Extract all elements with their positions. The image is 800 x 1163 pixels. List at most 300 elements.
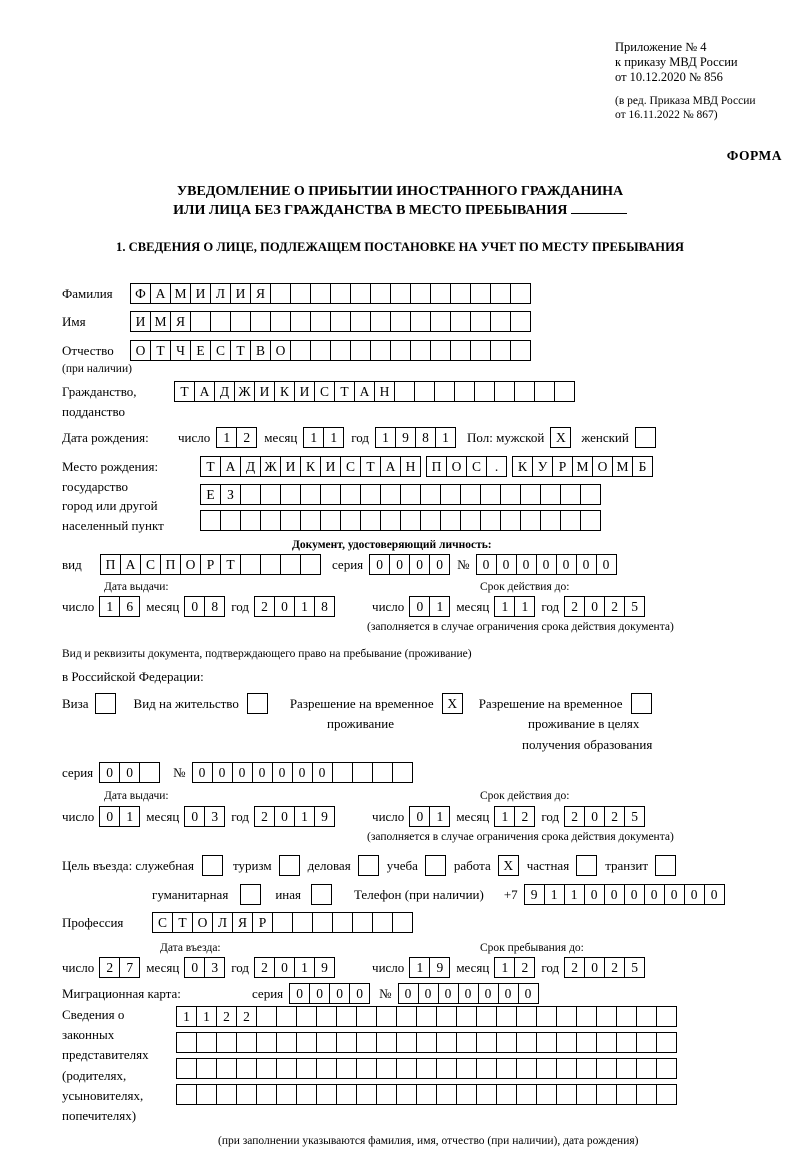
form-cell[interactable] — [196, 1084, 217, 1105]
form-cell[interactable]: Д — [240, 456, 261, 477]
form-cell[interactable]: 0 — [596, 554, 617, 575]
form-cell[interactable] — [296, 1084, 317, 1105]
form-cell[interactable]: 9 — [314, 957, 335, 978]
form-cell[interactable] — [256, 1032, 277, 1053]
form-cell[interactable]: 0 — [584, 596, 605, 617]
doc-issue-year-input[interactable] — [254, 596, 334, 617]
form-cell[interactable]: 0 — [184, 957, 205, 978]
form-cell[interactable]: Т — [360, 456, 381, 477]
form-cell[interactable] — [494, 381, 515, 402]
form-cell[interactable] — [470, 311, 491, 332]
form-cell[interactable] — [460, 484, 481, 505]
birthplace-city-input[interactable] — [200, 484, 600, 505]
migration-number-input[interactable] — [398, 983, 538, 1004]
birthplace-locality-name-input[interactable] — [512, 456, 652, 477]
form-cell[interactable]: 0 — [624, 884, 645, 905]
edu-residence-checkbox[interactable] — [631, 693, 652, 714]
form-cell[interactable] — [270, 283, 291, 304]
form-cell[interactable] — [636, 1006, 657, 1027]
form-cell[interactable] — [276, 1006, 297, 1027]
form-cell[interactable]: И — [230, 283, 251, 304]
form-cell[interactable] — [190, 311, 211, 332]
form-cell[interactable] — [496, 1032, 517, 1053]
form-cell[interactable]: 1 — [544, 884, 565, 905]
form-cell[interactable]: Т — [150, 340, 171, 361]
form-cell[interactable] — [310, 311, 331, 332]
form-cell[interactable]: 2 — [236, 1006, 257, 1027]
form-cell[interactable] — [236, 1032, 257, 1053]
form-cell[interactable]: 1 — [409, 957, 430, 978]
form-cell[interactable] — [420, 510, 441, 531]
form-cell[interactable]: 0 — [556, 554, 577, 575]
form-cell[interactable] — [139, 762, 160, 783]
form-cell[interactable]: О — [446, 456, 467, 477]
form-cell[interactable] — [216, 1032, 237, 1053]
perm-issue-month-input[interactable] — [184, 806, 224, 827]
form-cell[interactable]: 1 — [119, 806, 140, 827]
form-cell[interactable] — [280, 554, 301, 575]
entry-day-input[interactable] — [99, 957, 139, 978]
form-cell[interactable] — [596, 1084, 617, 1105]
form-cell[interactable] — [260, 510, 281, 531]
form-cell[interactable] — [176, 1058, 197, 1079]
form-cell[interactable]: 1 — [435, 427, 456, 448]
form-cell[interactable] — [350, 340, 371, 361]
form-cell[interactable]: К — [274, 381, 295, 402]
doc-issue-month-input[interactable] — [184, 596, 224, 617]
form-cell[interactable]: Е — [200, 484, 221, 505]
form-cell[interactable] — [474, 381, 495, 402]
form-cell[interactable]: 0 — [274, 806, 295, 827]
form-cell[interactable] — [196, 1058, 217, 1079]
form-cell[interactable] — [370, 340, 391, 361]
form-cell[interactable] — [350, 311, 371, 332]
form-cell[interactable] — [240, 554, 261, 575]
form-cell[interactable]: Р — [552, 456, 573, 477]
form-cell[interactable]: Я — [170, 311, 191, 332]
form-cell[interactable] — [496, 1006, 517, 1027]
form-cell[interactable] — [340, 484, 361, 505]
form-cell[interactable]: 0 — [274, 596, 295, 617]
form-cell[interactable]: М — [572, 456, 593, 477]
form-cell[interactable]: 9 — [314, 806, 335, 827]
form-cell[interactable]: 0 — [704, 884, 725, 905]
citizenship-input[interactable] — [174, 381, 574, 402]
form-cell[interactable]: 0 — [272, 762, 293, 783]
form-cell[interactable] — [490, 283, 511, 304]
form-cell[interactable] — [340, 510, 361, 531]
form-cell[interactable]: 0 — [498, 983, 519, 1004]
form-cell[interactable] — [276, 1058, 297, 1079]
form-cell[interactable]: 0 — [289, 983, 310, 1004]
form-cell[interactable] — [616, 1058, 637, 1079]
form-cell[interactable] — [470, 340, 491, 361]
form-cell[interactable] — [510, 340, 531, 361]
form-cell[interactable]: А — [220, 456, 241, 477]
form-cell[interactable] — [250, 311, 271, 332]
form-cell[interactable] — [396, 1006, 417, 1027]
form-cell[interactable] — [240, 484, 261, 505]
form-cell[interactable]: 1 — [494, 806, 515, 827]
form-cell[interactable]: Т — [220, 554, 241, 575]
form-cell[interactable]: К — [300, 456, 321, 477]
form-cell[interactable] — [290, 311, 311, 332]
form-cell[interactable] — [336, 1032, 357, 1053]
form-cell[interactable]: О — [192, 912, 213, 933]
form-cell[interactable] — [476, 1058, 497, 1079]
form-cell[interactable]: 0 — [292, 762, 313, 783]
form-cell[interactable]: 0 — [369, 554, 390, 575]
form-cell[interactable]: С — [340, 456, 361, 477]
form-cell[interactable] — [450, 311, 471, 332]
purpose-service-checkbox[interactable] — [202, 855, 223, 876]
form-cell[interactable] — [456, 1032, 477, 1053]
form-cell[interactable] — [440, 484, 461, 505]
form-cell[interactable] — [270, 311, 291, 332]
form-cell[interactable] — [396, 1058, 417, 1079]
form-cell[interactable] — [356, 1006, 377, 1027]
form-cell[interactable] — [536, 1006, 557, 1027]
form-cell[interactable] — [460, 510, 481, 531]
form-cell[interactable] — [296, 1058, 317, 1079]
form-cell[interactable]: С — [314, 381, 335, 402]
form-cell[interactable] — [556, 1058, 577, 1079]
form-cell[interactable]: Р — [200, 554, 221, 575]
form-cell[interactable]: Б — [632, 456, 653, 477]
form-cell[interactable] — [316, 1006, 337, 1027]
surname-input[interactable] — [130, 283, 530, 304]
birth-year-input[interactable] — [375, 427, 455, 448]
form-cell[interactable]: . — [486, 456, 507, 477]
form-cell[interactable]: Ф — [130, 283, 151, 304]
form-cell[interactable] — [416, 1032, 437, 1053]
form-cell[interactable]: 1 — [294, 957, 315, 978]
form-cell[interactable] — [276, 1084, 297, 1105]
form-cell[interactable] — [520, 484, 541, 505]
form-cell[interactable]: 0 — [212, 762, 233, 783]
form-cell[interactable] — [336, 1058, 357, 1079]
form-cell[interactable]: И — [320, 456, 341, 477]
form-cell[interactable] — [296, 1006, 317, 1027]
purpose-work-checkbox[interactable]: X — [498, 855, 519, 876]
form-cell[interactable]: 1 — [216, 427, 237, 448]
form-cell[interactable]: 0 — [584, 884, 605, 905]
form-cell[interactable] — [200, 510, 221, 531]
form-cell[interactable] — [554, 381, 575, 402]
form-cell[interactable] — [596, 1006, 617, 1027]
form-cell[interactable] — [316, 1084, 337, 1105]
form-cell[interactable] — [390, 283, 411, 304]
form-cell[interactable]: Ч — [170, 340, 191, 361]
form-cell[interactable]: И — [280, 456, 301, 477]
perm-issue-year-input[interactable] — [254, 806, 334, 827]
form-cell[interactable] — [656, 1058, 677, 1079]
form-cell[interactable]: 0 — [389, 554, 410, 575]
form-cell[interactable]: П — [426, 456, 447, 477]
form-cell[interactable] — [596, 1032, 617, 1053]
form-cell[interactable]: А — [380, 456, 401, 477]
form-cell[interactable] — [316, 1058, 337, 1079]
form-cell[interactable]: Д — [214, 381, 235, 402]
doc-issue-day-input[interactable] — [99, 596, 139, 617]
form-cell[interactable]: 0 — [518, 983, 539, 1004]
form-cell[interactable]: У — [532, 456, 553, 477]
form-cell[interactable] — [352, 762, 373, 783]
form-cell[interactable] — [260, 554, 281, 575]
form-cell[interactable] — [500, 510, 521, 531]
form-cell[interactable] — [370, 283, 391, 304]
form-cell[interactable]: 2 — [604, 596, 625, 617]
form-cell[interactable]: 2 — [254, 596, 275, 617]
form-cell[interactable]: 0 — [192, 762, 213, 783]
form-cell[interactable]: 1 — [494, 957, 515, 978]
form-cell[interactable] — [216, 1058, 237, 1079]
form-cell[interactable]: 1 — [514, 596, 535, 617]
form-cell[interactable]: И — [294, 381, 315, 402]
form-cell[interactable] — [332, 912, 353, 933]
form-cell[interactable]: О — [130, 340, 151, 361]
form-cell[interactable] — [372, 762, 393, 783]
form-cell[interactable] — [436, 1006, 457, 1027]
doc-type-input[interactable] — [100, 554, 320, 575]
form-cell[interactable]: 0 — [409, 554, 430, 575]
form-cell[interactable]: 0 — [312, 762, 333, 783]
purpose-other-checkbox[interactable] — [311, 884, 332, 905]
doc-valid-month-input[interactable] — [494, 596, 534, 617]
form-cell[interactable]: 1 — [375, 427, 396, 448]
form-cell[interactable]: 1 — [303, 427, 324, 448]
form-cell[interactable]: 8 — [204, 596, 225, 617]
birth-day-input[interactable] — [216, 427, 256, 448]
form-cell[interactable]: 1 — [494, 596, 515, 617]
form-cell[interactable]: С — [152, 912, 173, 933]
entry-month-input[interactable] — [184, 957, 224, 978]
form-cell[interactable] — [330, 340, 351, 361]
form-cell[interactable] — [310, 283, 331, 304]
form-cell[interactable] — [540, 484, 561, 505]
form-cell[interactable] — [536, 1058, 557, 1079]
form-cell[interactable] — [656, 1084, 677, 1105]
form-cell[interactable]: 2 — [564, 957, 585, 978]
form-cell[interactable]: 0 — [274, 957, 295, 978]
form-cell[interactable] — [450, 283, 471, 304]
stay-month-input[interactable] — [494, 957, 534, 978]
form-cell[interactable]: 0 — [119, 762, 140, 783]
form-cell[interactable] — [534, 381, 555, 402]
form-cell[interactable] — [580, 510, 601, 531]
form-cell[interactable]: 0 — [409, 806, 430, 827]
form-cell[interactable]: 0 — [184, 806, 205, 827]
form-cell[interactable] — [490, 340, 511, 361]
form-cell[interactable]: И — [130, 311, 151, 332]
form-cell[interactable] — [176, 1032, 197, 1053]
form-cell[interactable] — [176, 1084, 197, 1105]
form-cell[interactable] — [536, 1032, 557, 1053]
perm-valid-day-input[interactable] — [409, 806, 449, 827]
form-cell[interactable]: 1 — [564, 884, 585, 905]
form-cell[interactable]: 3 — [204, 806, 225, 827]
form-cell[interactable] — [210, 311, 231, 332]
form-cell[interactable] — [376, 1032, 397, 1053]
residence-checkbox[interactable] — [247, 693, 268, 714]
form-cell[interactable] — [330, 311, 351, 332]
form-cell[interactable] — [330, 283, 351, 304]
patronymic-input[interactable] — [130, 340, 530, 361]
form-cell[interactable] — [516, 1058, 537, 1079]
form-cell[interactable]: 5 — [624, 806, 645, 827]
birthplace-state-input[interactable] — [200, 456, 420, 477]
form-cell[interactable] — [352, 912, 373, 933]
form-cell[interactable]: 9 — [524, 884, 545, 905]
form-cell[interactable]: Л — [210, 283, 231, 304]
form-cell[interactable]: 0 — [584, 806, 605, 827]
form-cell[interactable]: 1 — [99, 596, 120, 617]
doc-valid-year-input[interactable] — [564, 596, 644, 617]
purpose-humanitarian-checkbox[interactable] — [240, 884, 261, 905]
form-cell[interactable] — [496, 1058, 517, 1079]
form-cell[interactable]: 0 — [329, 983, 350, 1004]
form-cell[interactable] — [296, 1032, 317, 1053]
form-cell[interactable] — [260, 484, 281, 505]
perm-valid-month-input[interactable] — [494, 806, 534, 827]
form-cell[interactable]: 0 — [398, 983, 419, 1004]
form-cell[interactable] — [500, 484, 521, 505]
form-cell[interactable] — [400, 484, 421, 505]
form-cell[interactable] — [276, 1032, 297, 1053]
form-cell[interactable] — [454, 381, 475, 402]
form-cell[interactable] — [476, 1006, 497, 1027]
form-cell[interactable] — [510, 311, 531, 332]
purpose-study-checkbox[interactable] — [425, 855, 446, 876]
perm-number-input[interactable] — [192, 762, 412, 783]
form-cell[interactable]: Т — [230, 340, 251, 361]
form-cell[interactable]: Т — [174, 381, 195, 402]
form-cell[interactable]: 0 — [252, 762, 273, 783]
form-cell[interactable]: М — [612, 456, 633, 477]
form-cell[interactable] — [416, 1058, 437, 1079]
form-cell[interactable] — [392, 912, 413, 933]
form-cell[interactable] — [416, 1006, 437, 1027]
form-cell[interactable]: О — [592, 456, 613, 477]
form-cell[interactable] — [470, 283, 491, 304]
form-cell[interactable]: 0 — [576, 554, 597, 575]
form-cell[interactable]: 5 — [624, 596, 645, 617]
form-cell[interactable]: С — [466, 456, 487, 477]
form-cell[interactable] — [556, 1032, 577, 1053]
form-cell[interactable] — [516, 1006, 537, 1027]
form-cell[interactable]: 2 — [254, 806, 275, 827]
form-cell[interactable] — [410, 311, 431, 332]
form-cell[interactable]: 5 — [624, 957, 645, 978]
form-cell[interactable]: О — [270, 340, 291, 361]
legal-rep-line-2-input[interactable] — [176, 1032, 676, 1053]
form-cell[interactable] — [410, 283, 431, 304]
form-cell[interactable] — [616, 1032, 637, 1053]
form-cell[interactable] — [596, 1058, 617, 1079]
purpose-business-checkbox[interactable] — [358, 855, 379, 876]
form-cell[interactable]: 0 — [458, 983, 479, 1004]
form-cell[interactable]: 8 — [314, 596, 335, 617]
form-cell[interactable]: 2 — [99, 957, 120, 978]
form-cell[interactable]: 0 — [536, 554, 557, 575]
form-cell[interactable] — [290, 340, 311, 361]
form-cell[interactable] — [396, 1032, 417, 1053]
form-cell[interactable]: Ж — [260, 456, 281, 477]
form-cell[interactable]: 0 — [99, 762, 120, 783]
form-cell[interactable] — [514, 381, 535, 402]
form-cell[interactable]: 1 — [429, 806, 450, 827]
form-cell[interactable] — [536, 1084, 557, 1105]
form-cell[interactable] — [656, 1006, 677, 1027]
form-cell[interactable] — [230, 311, 251, 332]
purpose-private-checkbox[interactable] — [576, 855, 597, 876]
form-cell[interactable]: М — [150, 311, 171, 332]
form-cell[interactable]: С — [210, 340, 231, 361]
form-cell[interactable]: Т — [200, 456, 221, 477]
legal-rep-line-4-input[interactable] — [176, 1084, 676, 1105]
form-cell[interactable] — [370, 311, 391, 332]
form-cell[interactable]: К — [512, 456, 533, 477]
form-cell[interactable] — [392, 762, 413, 783]
form-cell[interactable]: 2 — [514, 806, 535, 827]
form-cell[interactable] — [434, 381, 455, 402]
name-input[interactable] — [130, 311, 530, 332]
form-cell[interactable] — [516, 1032, 537, 1053]
form-cell[interactable]: 0 — [418, 983, 439, 1004]
form-cell[interactable]: 1 — [429, 596, 450, 617]
form-cell[interactable]: 0 — [438, 983, 459, 1004]
form-cell[interactable] — [416, 1084, 437, 1105]
profession-input[interactable] — [152, 912, 412, 933]
form-cell[interactable] — [312, 912, 333, 933]
form-cell[interactable]: 8 — [415, 427, 436, 448]
form-cell[interactable]: 2 — [564, 596, 585, 617]
perm-series-input[interactable] — [99, 762, 159, 783]
form-cell[interactable] — [656, 1032, 677, 1053]
form-cell[interactable]: Л — [212, 912, 233, 933]
form-cell[interactable]: 3 — [204, 957, 225, 978]
form-cell[interactable] — [332, 762, 353, 783]
form-cell[interactable]: 7 — [119, 957, 140, 978]
birthplace-locality-type-input[interactable] — [426, 456, 506, 477]
form-cell[interactable]: 2 — [216, 1006, 237, 1027]
form-cell[interactable] — [576, 1032, 597, 1053]
form-cell[interactable] — [376, 1006, 397, 1027]
form-cell[interactable] — [272, 912, 293, 933]
form-cell[interactable] — [300, 484, 321, 505]
form-cell[interactable]: 2 — [236, 427, 257, 448]
form-cell[interactable]: 0 — [516, 554, 537, 575]
form-cell[interactable]: О — [180, 554, 201, 575]
form-cell[interactable] — [616, 1084, 637, 1105]
form-cell[interactable]: 2 — [254, 957, 275, 978]
stay-day-input[interactable] — [409, 957, 449, 978]
form-cell[interactable]: 1 — [294, 596, 315, 617]
perm-valid-year-input[interactable] — [564, 806, 644, 827]
doc-number-input[interactable] — [476, 554, 616, 575]
doc-series-input[interactable] — [369, 554, 449, 575]
stay-year-input[interactable] — [564, 957, 644, 978]
form-cell[interactable] — [380, 510, 401, 531]
form-cell[interactable]: Т — [172, 912, 193, 933]
purpose-tourism-checkbox[interactable] — [279, 855, 300, 876]
entry-year-input[interactable] — [254, 957, 334, 978]
form-cell[interactable] — [510, 283, 531, 304]
form-cell[interactable] — [196, 1032, 217, 1053]
form-cell[interactable]: 0 — [478, 983, 499, 1004]
form-cell[interactable] — [476, 1084, 497, 1105]
birth-month-input[interactable] — [303, 427, 343, 448]
